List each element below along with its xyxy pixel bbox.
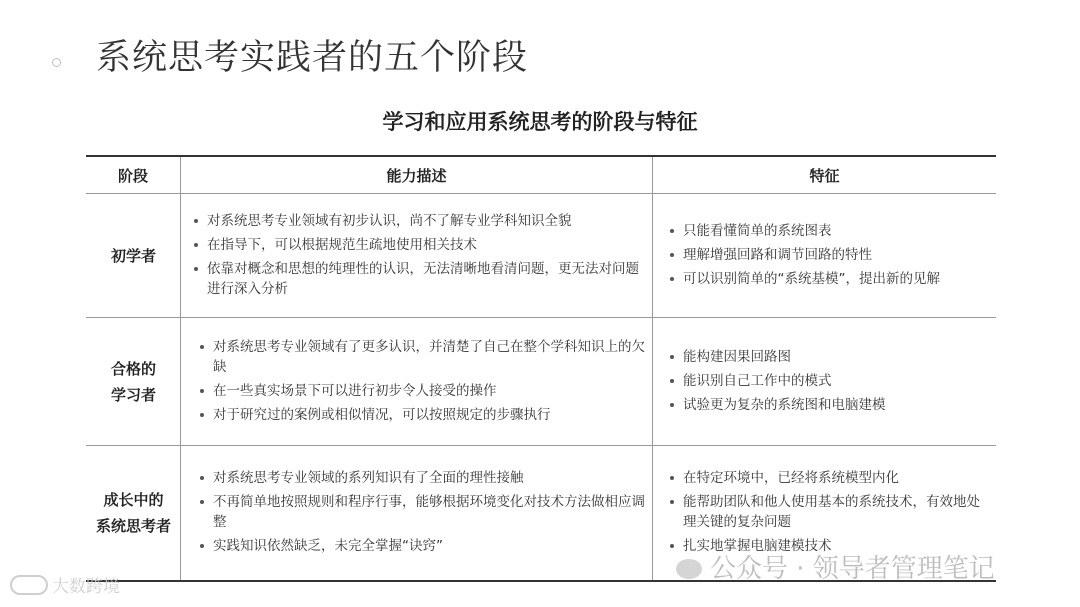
list-item: 在指导下，可以根据规范生疏地使用相关技术	[190, 235, 645, 255]
list-item: 对系统思考专业领域的系列知识有了全面的理性接触	[196, 468, 645, 488]
feature-cell-qualified	[666, 318, 988, 445]
list-item: 实践知识依然缺乏，未完全掌握“诀窍”	[196, 536, 645, 556]
stage-label: 合格的	[110, 359, 156, 378]
list-item: 理解增强回路和调节回路的特性	[666, 245, 988, 265]
list-item: 在一些真实场景下可以进行初步令人接受的操作	[196, 381, 645, 401]
ability-cell-qualified	[196, 318, 645, 445]
list-item: 对于研究过的案例或相似情况，可以按照规定的步骤执行	[196, 405, 645, 425]
list-item: 只能看懂简单的系统图表	[666, 221, 988, 241]
stage-cell-qualified	[86, 318, 181, 445]
brand-logo-icon	[10, 575, 48, 595]
list-item: 对系统思考专业领域有了更多认识，并清楚了自己在整个学科知识上的欠缺	[196, 337, 645, 377]
ability-cell-beginner	[190, 194, 645, 317]
header-ability: 能力描述	[386, 166, 447, 185]
list-item: 对系统思考专业领域有初步认识，尚不了解专业学科知识全貌	[190, 211, 645, 231]
stage-label: 学习者	[110, 385, 156, 404]
slide-bullet-icon	[52, 58, 61, 67]
stage-label: 初学者	[110, 246, 156, 265]
watermark-text: 大数跨境	[52, 577, 120, 597]
list-item: 能识别自己工作中的模式	[666, 371, 988, 391]
stage-cell-beginner	[86, 194, 181, 317]
feature-cell-beginner	[666, 194, 988, 317]
column-divider-2	[652, 157, 653, 580]
header-feature: 特征	[809, 166, 840, 185]
slide-title: 系统思考实践者的五个阶段	[96, 38, 529, 78]
stage-cell-growing	[86, 446, 181, 580]
stage-label: 成长中的	[103, 491, 164, 509]
list-item: 试验更为复杂的系统图和电脑建模	[666, 395, 988, 415]
wechat-icon	[676, 559, 702, 579]
ability-cell-growing	[196, 446, 645, 580]
list-item: 依靠对概念和思想的纯理性的认识，无法清晰地看清问题，更无法对问题进行深入分析	[190, 259, 645, 299]
list-item: 能帮助团队和他人使用基本的系统技术，有效地处理关键的复杂问题	[666, 492, 988, 532]
list-item: 扎实地掌握电脑建模技术	[666, 536, 988, 556]
list-item: 在特定环境中，已经将系统模型内化	[666, 468, 988, 488]
watermark-wechat	[676, 548, 995, 585]
table-title: 学习和应用系统思考的阶段与特征	[382, 110, 698, 134]
watermark-brand	[10, 572, 120, 597]
list-item: 能构建因果回路图	[666, 347, 988, 367]
header-stage: 阶段	[117, 166, 148, 185]
stage-label: 系统思考者	[95, 517, 171, 535]
watermark-text: 公众号 · 领导者管理笔记	[710, 554, 995, 584]
list-item: 可以识别简单的“系统基模”，提出新的见解	[666, 269, 988, 289]
list-item: 不再简单地按照规则和程序行事，能够根据环境变化对技术方法做相应调整	[196, 492, 645, 532]
